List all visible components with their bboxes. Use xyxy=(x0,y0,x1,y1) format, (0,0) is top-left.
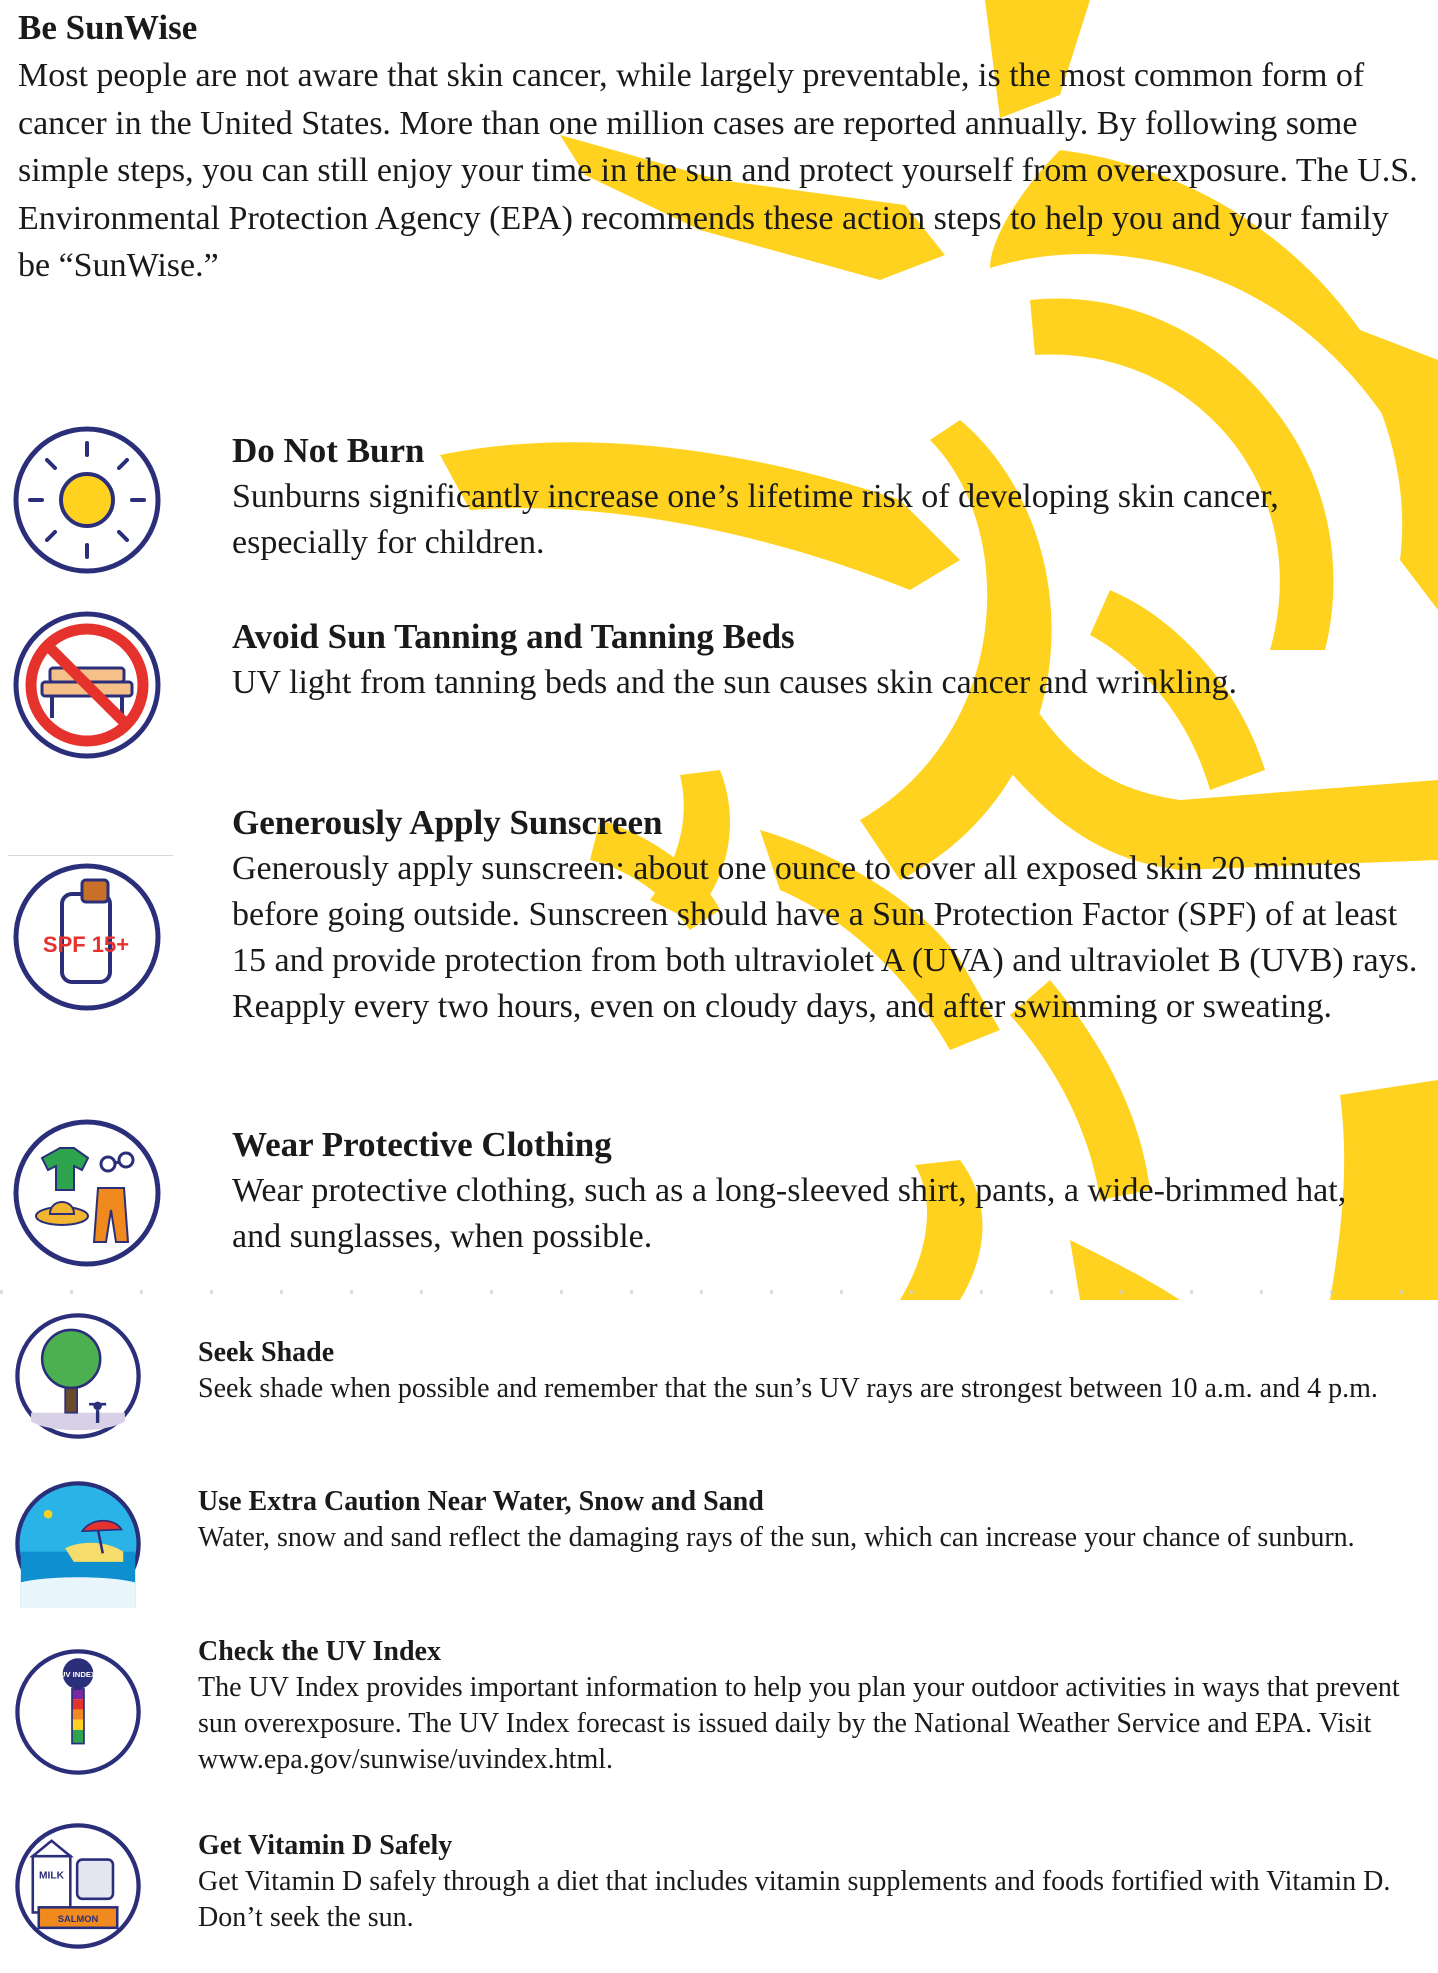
sun-icon xyxy=(12,425,162,575)
spf-label: SPF 15+ xyxy=(42,932,130,957)
item-body: Get Vitamin D safely through a diet that includes vitamin supplements and foods fortified with Vitamin D. Don’t seek the sun. xyxy=(198,1866,1391,1933)
item-body: Generously apply sunscreen: about one ounce to cover all exposed skin 20 minutes before going outside. Sunscreen should have a Sun Protection Factor (SPF) of at least 15 and provide protection from both ultraviolet A (UVA) and ultraviolet B (UVB) rays. Reapply every two hours, even on cloudy days, and after swimming or sweating. xyxy=(232,850,1418,1025)
item-body: Seek shade when possible and remember that the sun’s UV rays are strongest between 10 a.m. and 4 p.m. xyxy=(198,1373,1378,1404)
item-body: Wear protective clothing, such as a long-sleeved shirt, pants, a wide-brimmed hat, and sunglasses, when possible. xyxy=(232,1172,1347,1255)
item-heading: Do Not Burn xyxy=(232,431,425,470)
item-heading: Use Extra Caution Near Water, Snow and Sand xyxy=(198,1486,764,1517)
item-heading: Get Vitamin D Safely xyxy=(198,1830,453,1861)
no-tanning-bed-icon xyxy=(12,610,162,760)
item-heading: Wear Protective Clothing xyxy=(232,1125,612,1164)
milk-label: MILK xyxy=(39,1870,65,1882)
divider xyxy=(8,855,173,856)
page-title: Be SunWise xyxy=(18,8,198,47)
protective-clothing-icon xyxy=(12,1118,162,1268)
item-heading: Generously Apply Sunscreen xyxy=(232,803,663,842)
item-heading: Avoid Sun Tanning and Tanning Beds xyxy=(232,617,795,656)
sunscreen-bottle-icon xyxy=(12,862,162,1012)
item-body: Water, snow and sand reflect the damaging rays of the sun, which can increase your chance of sunburn. xyxy=(198,1522,1355,1553)
intro-paragraph: Most people are not aware that skin cancer, while largely preventable, is the most common form of cancer in the United States. More than one million cases are reported annually. By following some simple steps, you can still enjoy your time in the sun and protect yourself from overexposure. The U.S. Environmental Protection Agency (EPA) recommends these action steps to help you and your family be “SunWise.” xyxy=(18,57,1418,284)
vitamin-d-foods-icon xyxy=(14,1822,142,1950)
shade-tree-icon xyxy=(14,1312,142,1440)
item-body: UV light from tanning beds and the sun causes skin cancer and wrinkling. xyxy=(232,664,1237,701)
section-separator xyxy=(0,1290,1438,1294)
uv-index-label: UV INDEX xyxy=(59,1670,97,1680)
item-body: The UV Index provides important information to help you plan your outdoor activities in ways that prevent sun overexposure. The UV Index forecast is issued daily by the National Weather Service and EPA. Visit www.epa.gov/sunwise/uvindex.html. xyxy=(198,1672,1400,1775)
uv-index-icon xyxy=(14,1648,142,1776)
salmon-label: SALMON xyxy=(57,1913,99,1924)
item-heading: Check the UV Index xyxy=(198,1636,441,1667)
item-heading: Seek Shade xyxy=(198,1337,335,1368)
beach-water-icon xyxy=(14,1480,142,1608)
item-body: Sunburns significantly increase one’s lifetime risk of developing skin cancer, especially for children. xyxy=(232,478,1279,561)
